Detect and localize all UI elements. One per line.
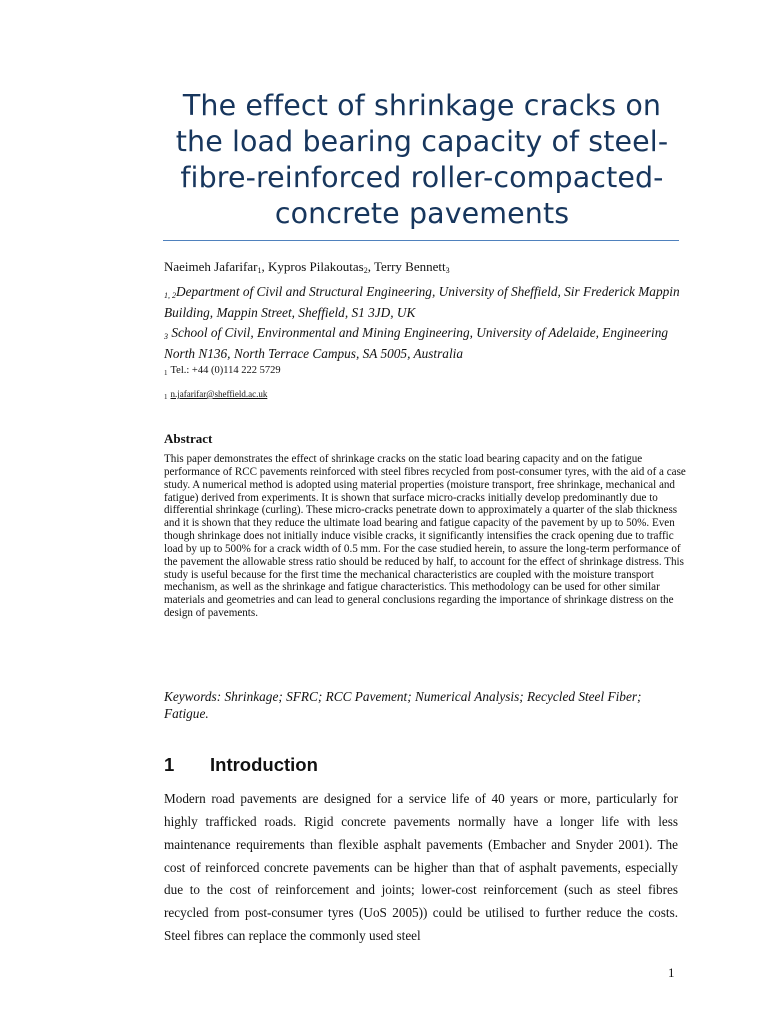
author-name: Kypros Pilakoutas — [267, 259, 364, 274]
email — [164, 388, 684, 404]
author-list: Naeimeh Jafarifar$_1$, Kypros Pilakoutas$_2$, Terry Bennett$_3$ — [164, 259, 450, 275]
telephone-index: 1 — [164, 369, 168, 377]
author-index: 3 — [445, 266, 450, 275]
affiliation — [164, 324, 684, 362]
email-index: 1 — [164, 393, 168, 401]
affiliation-text: Department of Civil and Structural Engineering, University of Sheffield, Sir Frederick Mappin Building, Mappin Street, Sheffield, S1 3JD, UK — [164, 284, 680, 320]
author-index: 2 — [363, 266, 368, 275]
section-body: Modern road pavements are designed for a service life of 40 years or more, particularly for highly trafficked roads. Rigid concrete pavements normally have a longer life with less maintenance requirements than flexible asphalt pavements (Embacher and Snyder 2001). The cost of reinforced concrete pavements can be higher than that of asphalt pavements, especially due to the cost of reinforcement and joints; lower-cost reinforcement (such as steel fibres recycled from post-consumer tyres (UoS 2005)) could be utilised to further reduce the costs. Steel fibres can replace the commonly used steel — [164, 791, 678, 944]
affiliation-index: 3 — [164, 332, 168, 341]
affiliation — [164, 283, 684, 321]
affiliation-index: 1, 2 — [164, 291, 176, 300]
section-heading — [164, 754, 318, 776]
title-line: the load bearing capacity of steel- — [175, 125, 669, 158]
section-title: Introduction — [210, 754, 318, 775]
author-name: Naeimeh Jafarifar — [164, 259, 258, 274]
title-line: concrete pavements — [274, 197, 570, 230]
title-divider — [163, 240, 679, 241]
title-line: The effect of shrinkage cracks on — [182, 89, 662, 122]
telephone-text: Tel.: +44 (0)114 222 5729 — [170, 365, 281, 376]
title-line: fibre-reinforced roller-compacted- — [180, 161, 664, 194]
keywords: Keywords: Shrinkage; SFRC; RCC Pavement; Numerical Analysis; Recycled Steel Fiber; Fatigue. — [164, 689, 642, 721]
paper-title — [160, 88, 684, 232]
author-name: Terry Bennett — [373, 259, 446, 274]
abstract-heading: Abstract — [164, 431, 213, 446]
affiliation-text: School of Civil, Environmental and Mining Engineering, University of Adelaide, Engineering North N136, North Terrace Campus, SA 5005, Australia — [164, 325, 669, 361]
page-number: 1 — [668, 965, 675, 980]
telephone — [164, 364, 684, 380]
abstract-text: This paper demonstrates the effect of shrinkage cracks on the static load bearing capacity and on the fatigue performance of RCC pavements reinforced with steel fibres recycled from post-consumer tyres, with the aid of a case study. A numerical method is adopted using material properties (moisture transport, free shrinkage, mechanical and fatigue) derived from experiments. It is shown that surface micro-cracks initially develop predominantly due to differential shrinkage (curling). These micro-cracks penetrate down to approximately a quarter of the slab thickness and it is shown that they reduce the ultimate load bearing and fatigue capacity of the pavement by up to 50%. Even though shrinkage does not initially induce visible cracks, it significantly intensifies the crack opening due to traffic load by up to 500% for a crack width of 0.5 mm. For the case studied herein, to assure the long-term performance of the pavement the allowable stress ratio should be reduced by half, to account for the effect of shrinkage distress. This study is useful because for the first time the mechanical characteristics are coupled with the moisture transport mechanism, as well as the shrinkage and fatigue characteristics. This methodology can be used for other similar materials and geometries and can lead to general conclusions regarding the importance of shrinkage distress on the design of pavements. — [164, 453, 686, 620]
author-index: 1 — [257, 266, 262, 275]
section-number: 1 — [164, 754, 175, 775]
email-link[interactable]: n.jafarifar@sheffield.ac.uk — [170, 389, 268, 399]
